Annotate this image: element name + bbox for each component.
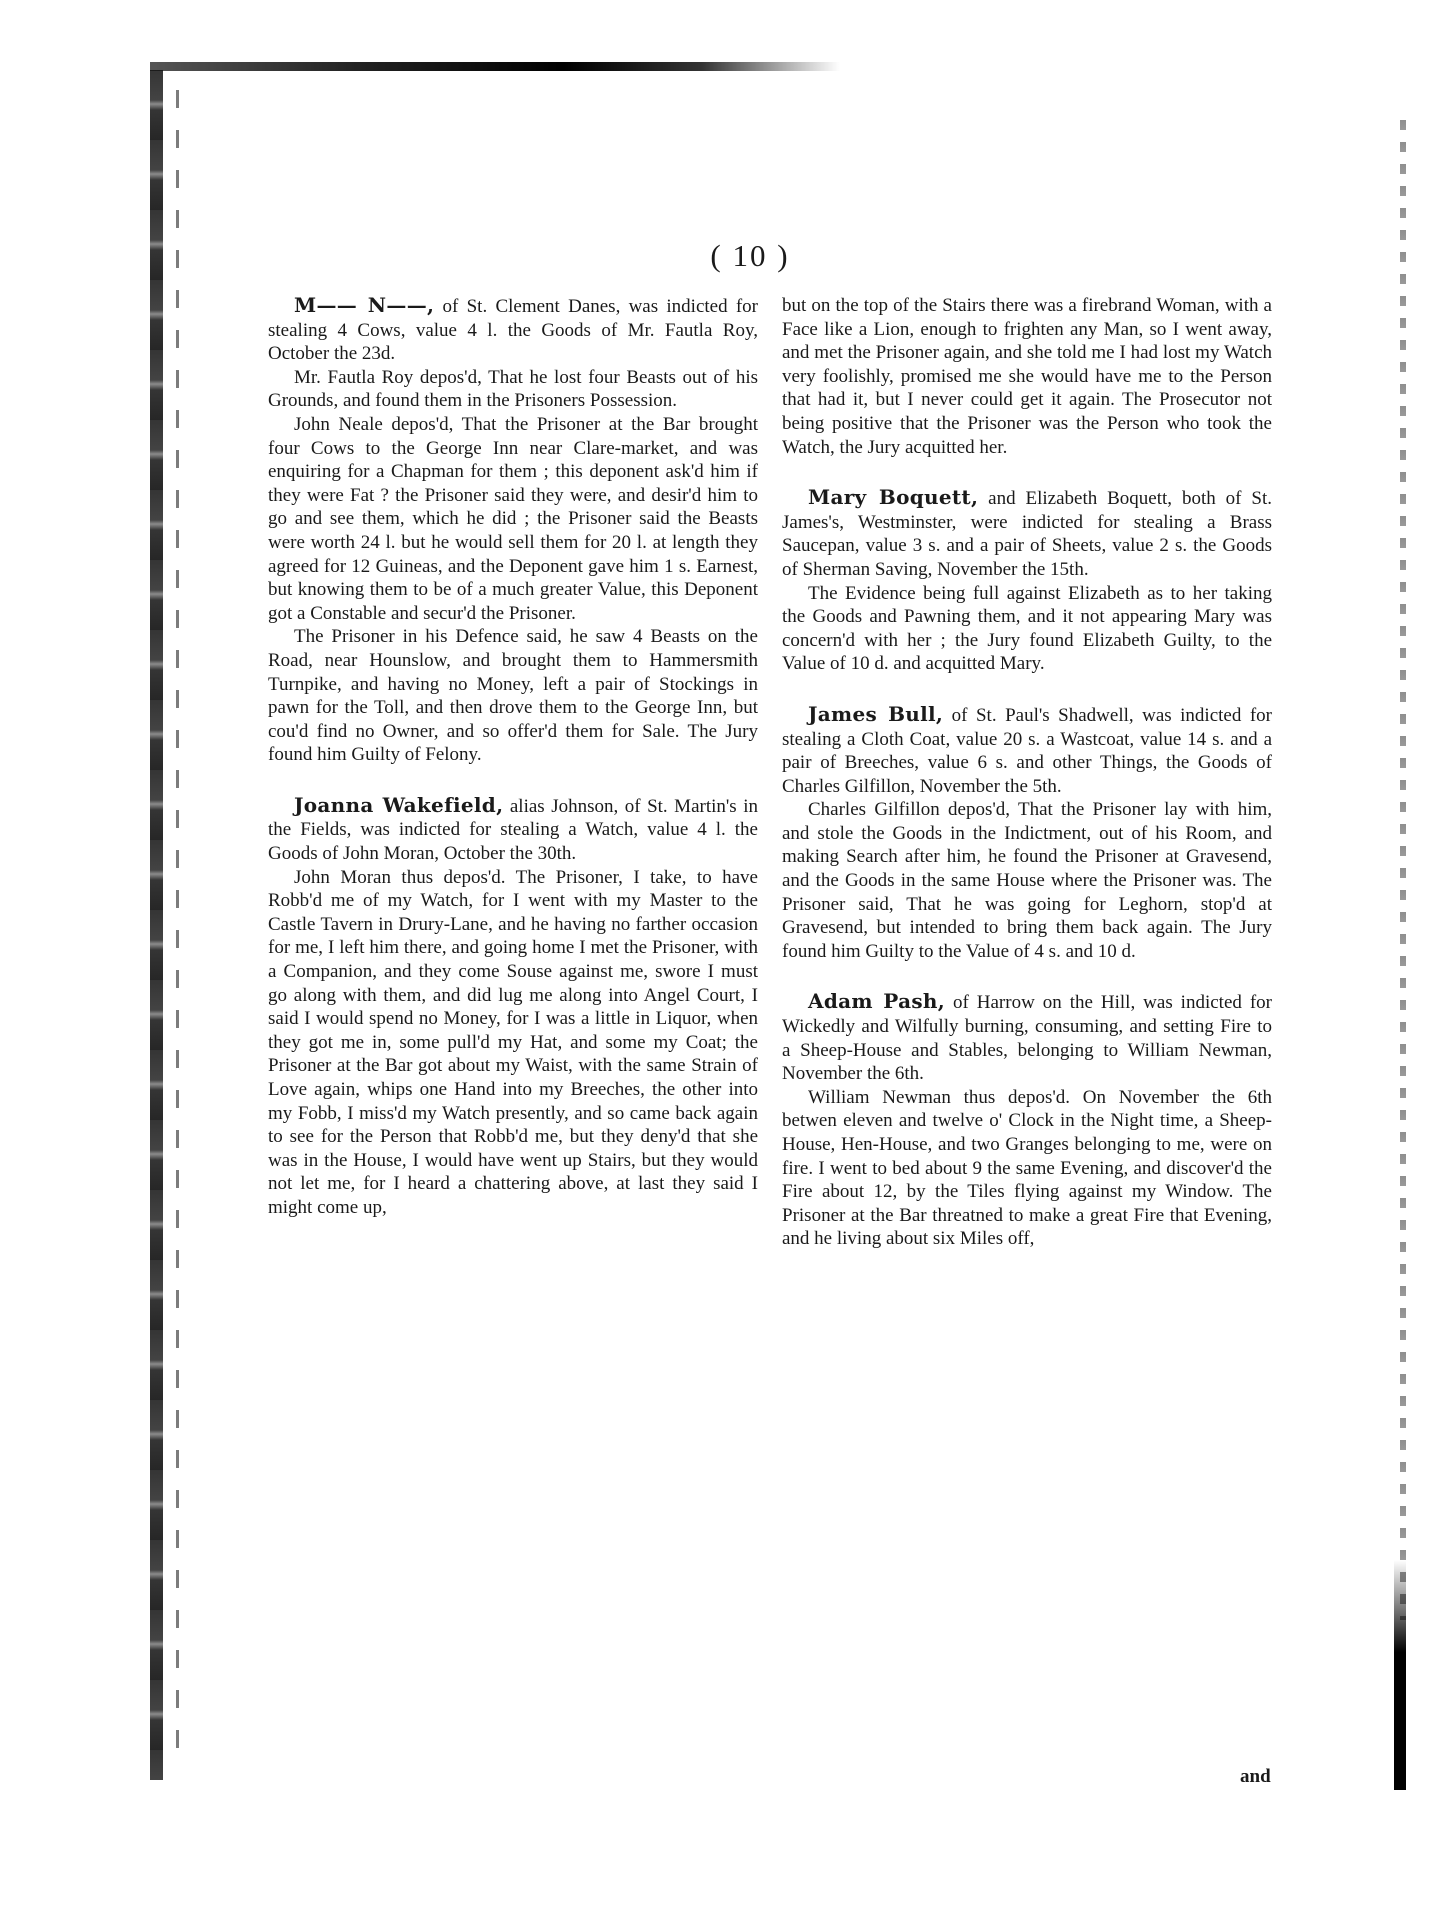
case-text: and Elizabeth Boquett, both of St. James's, Westminster, were indicted for stealing a Brass Saucepan, value 3 s. and a pair of Sheets, value 2 s. the Goods of Sherman Saving, November the 15th. xyxy=(782,488,1272,580)
paragraph: John Neale depos'd, That the Prisoner at the Bar brought four Cows to the George Inn near Clare-market, and was enquiring for a Chapman for them ; this deponent ask'd him if they were Fat ? the Prisoner said they were, and desir'd him to go and see them, which he did ; the Prisoner said the Beasts were worth 24 l. but he would sell them for 20 l. at length they agreed for 12 Guineas, and the Deponent gave him 1 s. Earnest, but knowing them to be of a much greater Value, this Deponent got a Constable and secur'd the Prisoner. xyxy=(268,413,758,624)
case-entry xyxy=(268,294,758,366)
case-entry xyxy=(268,794,758,866)
paragraph: The Prisoner in his Defence said, he saw 4 Beasts on the Road, near Hounslow, and brought them to Hammersmith Turnpike, and having no Money, left a pair of Stockings in pawn for the Toll, and then drove them to the George Inn, but cou'd find no Owner, and so offer'd them for Sale. The Jury found him Guilty of Felony. xyxy=(268,626,758,766)
page-number: ( 10 ) xyxy=(710,238,790,273)
defendant-name: James Bull, xyxy=(808,701,944,726)
catchword: and xyxy=(1240,1766,1271,1787)
left-column xyxy=(268,294,758,1220)
continued-paragraph: but on the top of the Stairs there was a firebrand Woman, with a Face like a Lion, enough to frighten any Man, so I went away, and met the Prisoner again, and she told me I had lost my Watch very foolishly, promised me she would have me to the Person that had it, but I never could get it again. The Prosecutor not being positive that the Prisoner was the Person who took the Watch, the Jury acquitted her. xyxy=(782,295,1272,458)
scan-border-left-inner xyxy=(176,90,179,1760)
case-text: of St. Clement Danes, was indicted for stealing 4 Cows, value 4 l. the Goods of Mr. Fautla Roy, October the 23d. xyxy=(268,296,759,365)
case-entry xyxy=(782,703,1272,798)
paragraph: John Moran thus depos'd. The Prisoner, I take, to have Robb'd me of my Watch, for I went with my Master to the Castle Tavern in Drury-Lane, and he having no farther occasion for me, I left him there, and going home I met the Prisoner, with a Companion, and they come Souse against me, swore I must go along with them, and did lug me along into Angel Court, I said I would spend no Money, for I was a little in Liquor, when they got me in, some pull'd my Hat, and some my Coat; the Prisoner at the Bar got about my Waist, with the same Strain of Love again, whips one Hand into my Breeches, the other into my Fobb, I miss'd my Watch presently, and so came back again to see for the Person that Robb'd me, but they deny'd that she was in the House, I would have went up Stairs, but they would not let me, for I heard a chattering above, at last they said I might come up, xyxy=(268,866,758,1218)
defendant-name: Joanna Wakefield, xyxy=(294,792,504,817)
paragraph: William Newman thus depos'd. On November the 6th betwen eleven and twelve o' Clock in the Night time, a Sheep-House, Hen-House, and two Granges belonging to me, were on fire. I went to bed about 9 the same Evening, and discover'd the Fire about 12, by the Tiles flying against my Window. The Prisoner at the Bar threatned to make a great Fire that Evening, and he living about six Miles off, xyxy=(782,1086,1272,1250)
case-entry xyxy=(782,486,1272,581)
defendant-name: M—— N——, xyxy=(294,293,435,317)
scan-border-right xyxy=(1400,120,1406,1620)
scan-border-left xyxy=(150,70,163,1780)
case-text: of Harrow on the Hill, was indicted for Wickedly and Wilfully burning, consuming, and setting Fire to a Sheep-House and Stables, belonging to William Newman, November the 6th. xyxy=(782,992,1272,1085)
case-text: of St. Paul's Shadwell, was indicted for stealing a Cloth Coat, value 20 s. a Wastcoat, value 14 s. and a pair of Breeches, value 6 s. and other Things, the Goods of Charles Gilfillon, November the 5th. xyxy=(782,704,1273,797)
defendant-name: Adam Pash, xyxy=(808,989,946,1014)
paragraph: Charles Gilfillon depos'd, That the Prisoner lay with him, and stole the Goods in the Indictment, out of his Room, and making Search after him, he found the Prisoner at Gravesend, and the Goods in the same House where the Prisoner was. The Prisoner said, That he was going for Leghorn, stop'd at Gravesend, but intended to bring them back again. The Jury found him Guilty to the Value of 4 s. and 10 d. xyxy=(782,799,1272,962)
paragraph: Mr. Fautla Roy depos'd, That he lost four Beasts out of his Grounds, and found them in the Prisoners Possession. xyxy=(268,366,758,412)
case-entry xyxy=(782,990,1272,1085)
paragraph: The Evidence being full against Elizabeth as to her taking the Goods and Pawning them, and it not appearing Mary was concern'd with her ; the Jury found Elizabeth Guilty, to the Value of 10 d. and acquitted Mary. xyxy=(782,582,1272,675)
scan-border-top xyxy=(150,62,840,71)
defendant-name: Mary Boquett, xyxy=(808,485,979,510)
scan-border-right-dark xyxy=(1394,1560,1406,1790)
right-column xyxy=(782,294,1272,1251)
case-text: alias Johnson, of St. Martin's in the Fields, was indicted for stealing a Watch, value 4 l. the Goods of John Moran, October the 30th. xyxy=(268,795,758,865)
